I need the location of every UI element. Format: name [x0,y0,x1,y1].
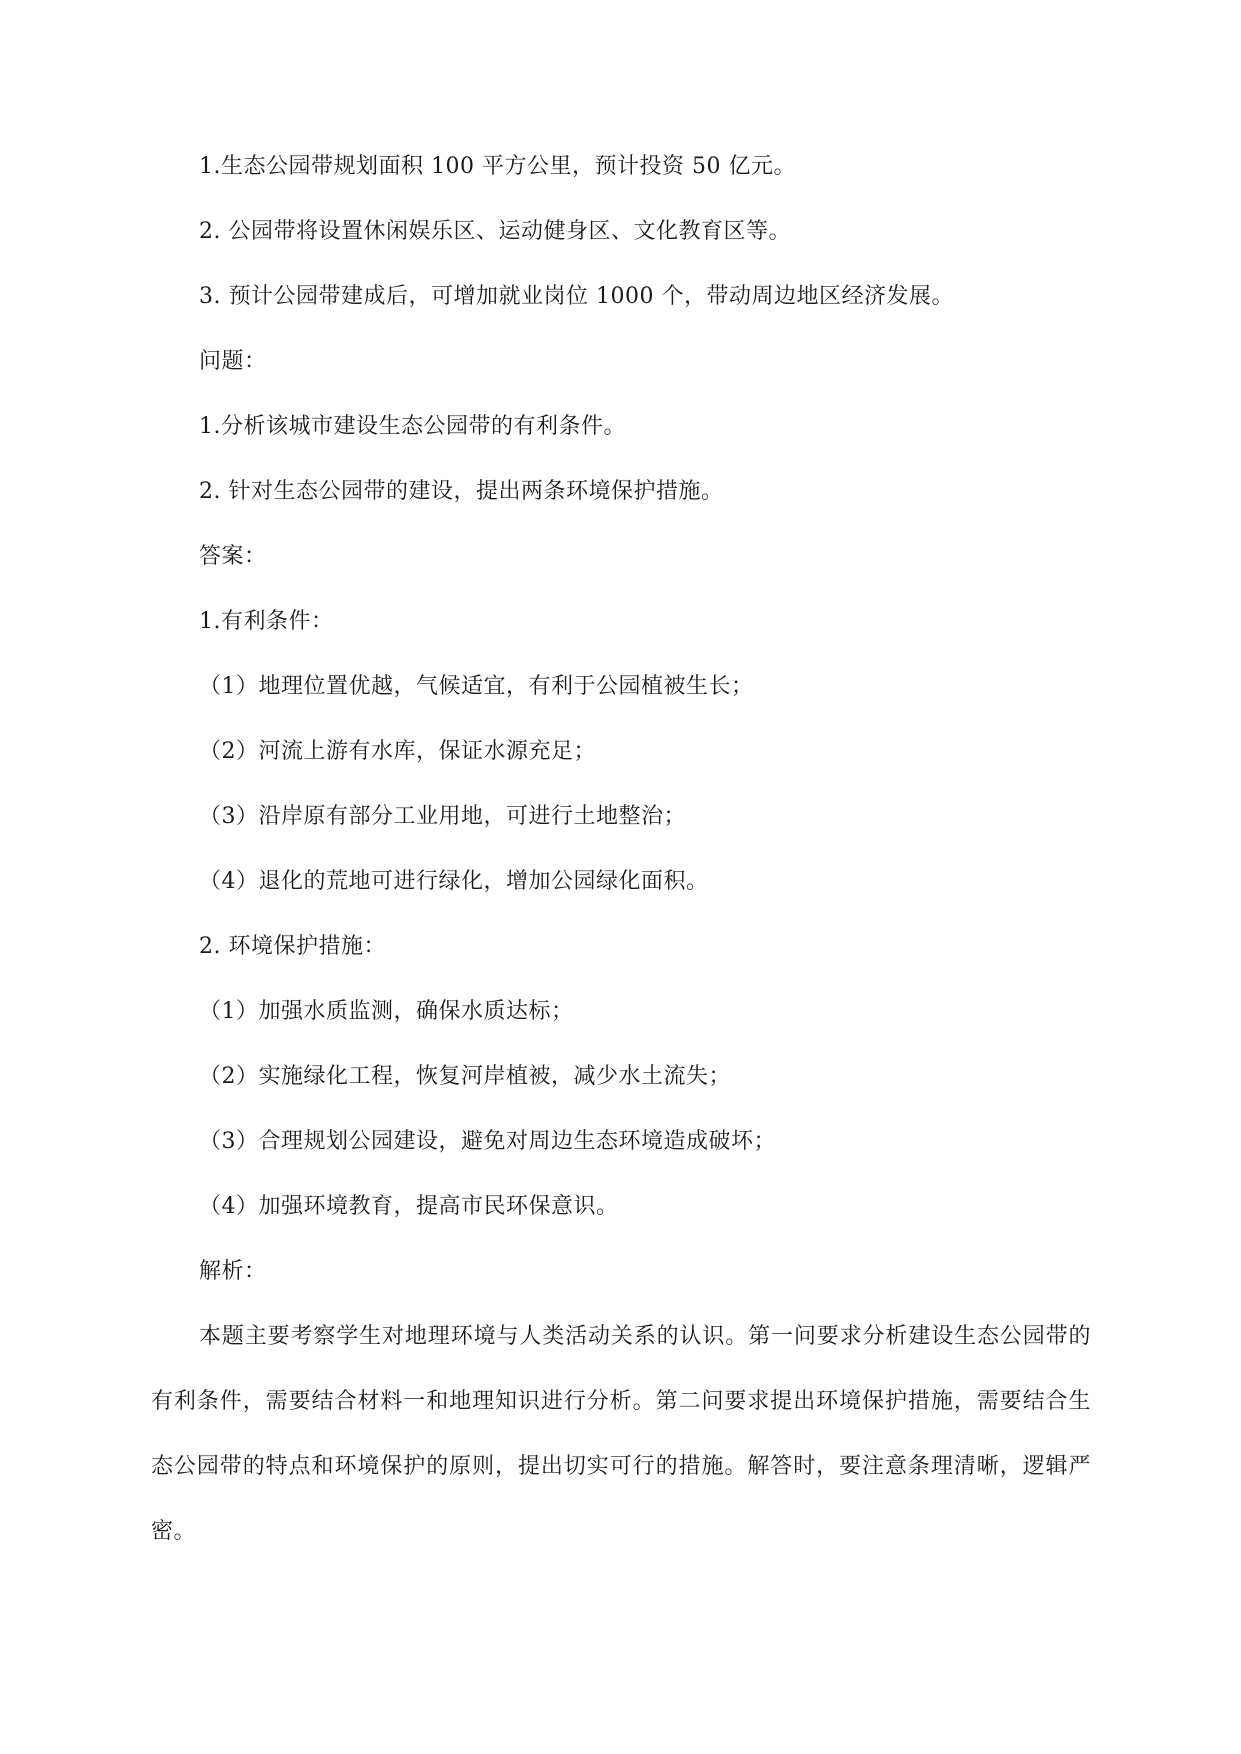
answer-2-item-1: （1）加强水质监测，确保水质达标； [199,999,574,1024]
material-item-1: 1.生态公园带规划面积 100 平方公里，预计投资 50 亿元。 [199,154,796,179]
answer-2-item-4: （4）加强环境教育，提高市民环保意识。 [199,1194,619,1219]
questions-heading: 问题： [199,349,267,374]
question-1: 1.分析该城市建设生态公园带的有利条件。 [199,414,626,439]
answer-2-heading: 2. 环境保护措施： [199,934,386,959]
analysis-paragraph: 本题主要考察学生对地理环境与人类活动关系的认识。第一问要求分析建设生态公园带的有利条件，需要结合材料一和地理知识进行分析。第二问要求提出环境保护措施，需要结合生态公园带的特点和环境保护的原则，提出切实可行的措施。解答时，要注意条理清晰，逻辑严密。 [151,1324,1091,1544]
answer-2-item-3: （3）合理规划公园建设，避免对周边生态环境造成破坏； [199,1129,776,1154]
question-2: 2. 针对生态公园带的建设，提出两条环境保护措施。 [199,479,724,504]
answer-1-item-1: （1）地理位置优越，气候适宜，有利于公园植被生长； [199,674,754,699]
answer-1-heading: 1.有利条件： [199,609,334,634]
material-item-3: 3. 预计公园带建成后，可增加就业岗位 1000 个，带动周边地区经济发展。 [199,284,954,309]
answer-1-item-3: （3）沿岸原有部分工业用地，可进行土地整治； [199,804,686,829]
answer-2-item-2: （2）实施绿化工程，恢复河岸植被，减少水土流失； [199,1064,731,1089]
material-item-2: 2. 公园带将设置休闲娱乐区、运动健身区、文化教育区等。 [199,219,791,244]
answer-1-item-4: （4）退化的荒地可进行绿化，增加公园绿化面积。 [199,869,709,894]
answer-1-item-2: （2）河流上游有水库，保证水源充足； [199,739,596,764]
analysis-heading: 解析： [199,1259,267,1284]
answer-heading: 答案： [199,544,267,569]
